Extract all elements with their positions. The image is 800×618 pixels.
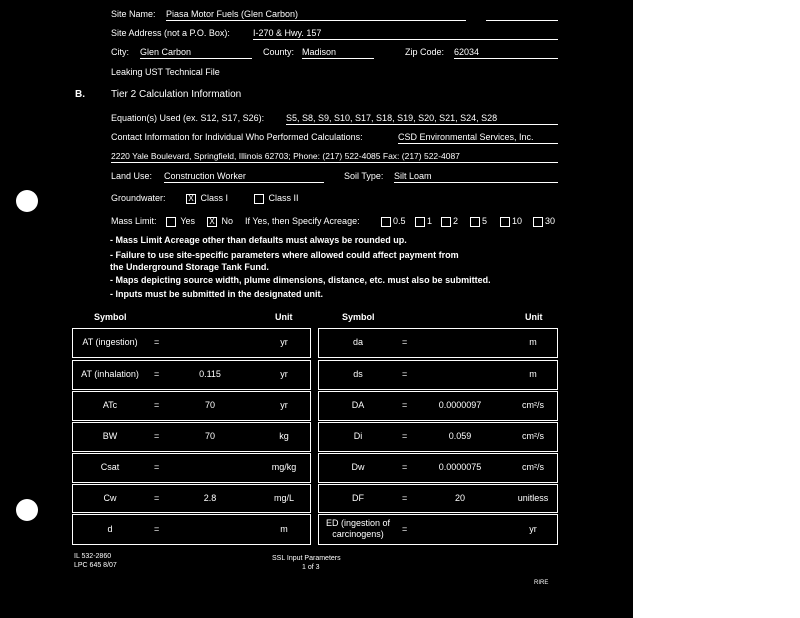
acreage-checkbox[interactable] <box>415 217 425 227</box>
yes-label: Yes <box>180 216 196 226</box>
class2-label: Class II <box>268 193 299 203</box>
contact-label: Contact Information for Individual Who Performed Calculations: <box>111 132 363 142</box>
underline <box>486 20 558 21</box>
acreage-checkbox[interactable] <box>533 217 543 227</box>
equals-sign: = <box>154 462 160 472</box>
groundwater-label: Groundwater: <box>111 193 166 203</box>
param-value[interactable]: 0.059 <box>448 431 472 441</box>
section-letter: B. <box>75 89 85 100</box>
param-unit: mg/L <box>273 492 294 503</box>
acreage-1[interactable] <box>415 216 432 227</box>
param-symbol: Dw <box>351 462 365 472</box>
zip-value: 62034 <box>454 47 558 59</box>
param-value[interactable]: 2.8 <box>203 492 217 503</box>
acreage-label: If Yes, then Specify Acreage: <box>245 216 360 226</box>
mass-limit-yes[interactable] <box>166 216 195 227</box>
acreage-30[interactable] <box>533 216 555 227</box>
param-unit: m <box>280 523 288 534</box>
param-symbol: Cw <box>103 492 117 503</box>
param-value[interactable]: 70 <box>204 400 215 410</box>
equals-sign: = <box>402 337 408 347</box>
param-symbol: da <box>352 337 363 347</box>
acreage-checkbox[interactable] <box>500 217 510 227</box>
param-symbol: ATc <box>102 400 118 410</box>
footer-page: 1 of 3 <box>302 564 320 571</box>
param-symbol: DA <box>351 400 365 410</box>
equals-sign: = <box>154 523 160 534</box>
class2-option[interactable] <box>254 193 299 204</box>
site-name-value: Piasa Motor Fuels (Glen Carbon) <box>166 9 466 21</box>
yes-checkbox[interactable] <box>166 217 176 227</box>
site-address-label: Site Address (not a P.O. Box): <box>111 28 230 38</box>
param-value[interactable]: 0.0000097 <box>438 400 482 410</box>
site-address-value: I-270 & Hwy. 157 <box>253 28 558 40</box>
param-symbol: DF <box>352 492 364 503</box>
footer-mark: RIRE <box>534 580 549 586</box>
left-symbol-header: Symbol <box>94 312 127 322</box>
param-unit: mg/kg <box>271 462 297 472</box>
note-4: - Maps depicting source width, plume dimensions, distance, etc. must also be submitted. <box>110 275 491 285</box>
equals-sign: = <box>154 337 160 347</box>
param-value[interactable]: 0.115 <box>199 369 221 379</box>
land-use-label: Land Use: <box>111 171 153 181</box>
equals-sign: = <box>402 492 408 503</box>
no-label: No <box>221 216 234 226</box>
acreage-2[interactable] <box>441 216 458 227</box>
mass-limit-label: Mass Limit: <box>111 216 157 226</box>
param-value[interactable]: 0.0000075 <box>438 462 482 472</box>
class1-checkbox[interactable]: X <box>186 194 196 204</box>
param-symbol: AT (inhalation) <box>81 369 139 379</box>
acreage-value: 0.5 <box>393 216 406 226</box>
punch-hole <box>16 499 38 521</box>
param-unit: kg <box>279 431 289 441</box>
equations-value: S5, S8, S9, S10, S17, S18, S19, S20, S21, S24, S28 <box>286 113 558 125</box>
acreage-0-5[interactable] <box>381 216 406 227</box>
note-2: - Failure to use site-specific parameters where allowed could affect payment from <box>110 250 459 260</box>
mass-limit-no[interactable] <box>207 216 233 227</box>
param-symbol: BW <box>102 431 118 441</box>
acreage-value: 10 <box>512 216 523 226</box>
equals-sign: = <box>402 523 408 534</box>
acreage-5[interactable] <box>470 216 487 227</box>
contact-address: 2220 Yale Boulevard, Springfield, Illinois 62703; Phone: (217) 522-4085 Fax: (217) 522-4087 <box>111 151 558 163</box>
param-unit: yr <box>529 523 537 534</box>
param-unit: cm²/s <box>522 462 544 472</box>
left-unit-header: Unit <box>275 312 293 322</box>
note-1: - Mass Limit Acreage other than defaults must always be rounded up. <box>110 235 407 245</box>
county-label: County: <box>263 47 295 57</box>
equals-sign: = <box>402 369 408 379</box>
soil-type-label: Soil Type: <box>344 171 384 181</box>
equals-sign: = <box>402 431 408 441</box>
city-label: City: <box>111 47 129 57</box>
soil-type-value: Silt Loam <box>394 171 558 183</box>
class1-option[interactable] <box>186 193 228 204</box>
acreage-checkbox[interactable] <box>381 217 391 227</box>
equals-sign: = <box>402 462 408 472</box>
param-unit: m <box>529 337 537 347</box>
county-value: Madison <box>302 47 374 59</box>
param-unit: m <box>529 369 537 379</box>
equals-sign: = <box>154 369 160 379</box>
param-symbol: ED (ingestion of carcinogens) <box>325 518 391 539</box>
contact-company: CSD Environmental Services, Inc. <box>398 132 558 144</box>
footer-title: SSL Input Parameters <box>272 555 341 562</box>
param-unit: yr <box>280 369 288 379</box>
param-symbol: AT (ingestion) <box>82 337 138 347</box>
land-use-value: Construction Worker <box>164 171 324 183</box>
param-symbol: Di <box>353 431 363 441</box>
param-unit: yr <box>280 337 288 347</box>
acreage-checkbox[interactable] <box>441 217 451 227</box>
right-symbol-header: Symbol <box>342 312 375 322</box>
acreage-value: 2 <box>453 216 459 226</box>
zip-label: Zip Code: <box>405 47 445 57</box>
param-symbol: Csat <box>100 462 120 472</box>
equals-sign: = <box>402 400 408 410</box>
class1-label: Class I <box>200 193 229 203</box>
site-name-label: Site Name: <box>111 9 156 19</box>
param-unit: cm²/s <box>522 400 544 410</box>
note-5: - Inputs must be submitted in the designated unit. <box>110 289 324 299</box>
param-unit: unitless <box>517 492 549 503</box>
city-value: Glen Carbon <box>140 47 252 59</box>
param-value[interactable]: 70 <box>204 431 215 441</box>
acreage-value: 30 <box>545 216 556 226</box>
param-unit: cm²/s <box>522 431 544 441</box>
class2-checkbox[interactable] <box>254 194 264 204</box>
param-symbol: ds <box>353 369 363 379</box>
equations-label: Equation(s) Used (ex. S12, S17, S26): <box>111 113 265 123</box>
punch-hole <box>16 190 38 212</box>
acreage-value: 5 <box>482 216 488 226</box>
section-title: Tier 2 Calculation Information <box>111 89 242 100</box>
acreage-value: 1 <box>427 216 433 226</box>
param-value[interactable]: 20 <box>454 492 465 503</box>
footer-form-date: LPC 645 8/07 <box>74 562 117 569</box>
param-symbol: d <box>107 523 113 534</box>
equals-sign: = <box>154 400 160 410</box>
footer-form-number: IL 532-2860 <box>74 553 112 560</box>
equals-sign: = <box>154 431 160 441</box>
right-unit-header: Unit <box>525 312 543 322</box>
no-checkbox[interactable]: X <box>207 217 217 227</box>
acreage-10[interactable] <box>500 216 522 227</box>
equals-sign: = <box>154 492 160 503</box>
param-unit: yr <box>280 400 288 410</box>
acreage-checkbox[interactable] <box>470 217 480 227</box>
note-3: the Underground Storage Tank Fund. <box>110 262 269 272</box>
file-label: Leaking UST Technical File <box>111 67 220 77</box>
